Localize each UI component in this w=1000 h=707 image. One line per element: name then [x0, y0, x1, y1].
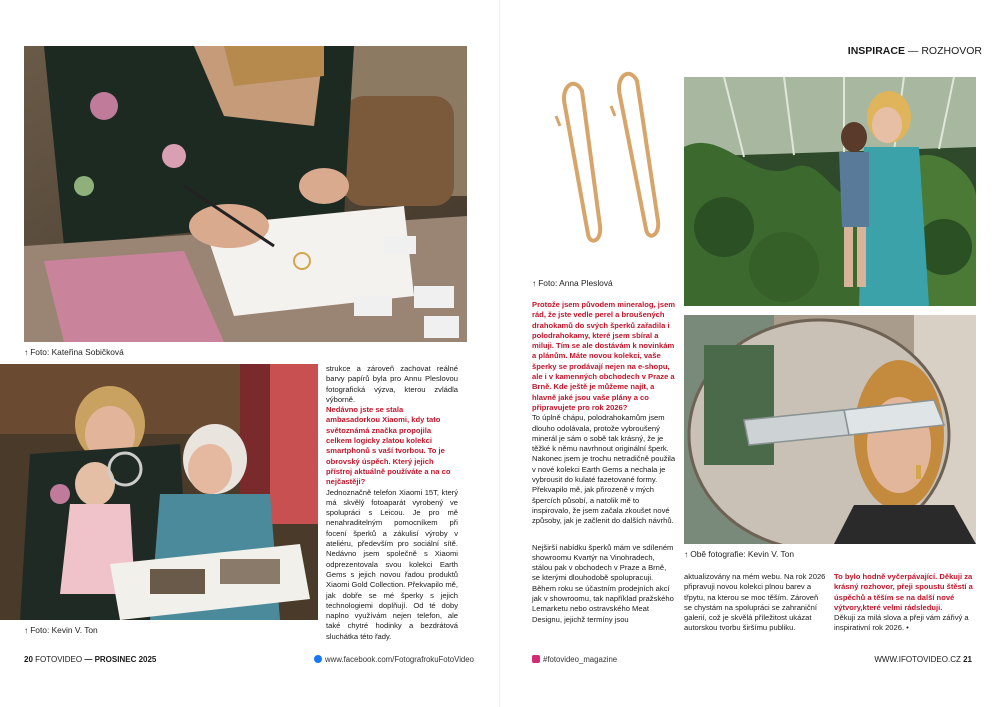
- photo-greenhouse-mother-child: [684, 77, 976, 306]
- answer-2b: Nejširší nabídku šperků mám ve sdíleném showroomu Kvartýr na Vinohradech, stálou pak v obchodech v Praze a Brně, se kterými dlouhodobě spolupracuji. Během roku se účastním prodejních akcí jak v showroomu, tak například pražského Lemarketu nebo ostravského Meat Designu, jejichž termíny jsou: [532, 542, 674, 624]
- subsection-label: ROZHOVOR: [921, 45, 982, 57]
- section-header: [848, 45, 982, 57]
- question-final: To bylo hodně vyčerpávající. Děkuji za krásný rozhovor, přeji spoustu štěstí a úspěchů a těším se na další nové výtvory,které velmi rádsleduji.: [834, 572, 973, 612]
- body-text-1: strukce a zároveň zachovat reálné barvy papírů byla pro Annu Pleslovou fotografická výzva, kterou zvládla výborně.: [326, 364, 458, 404]
- arrow-up-icon: ↑: [684, 549, 689, 559]
- footer-left: 20 FOTOVIDEO — PROSINEC 2025: [24, 655, 157, 664]
- facebook-link[interactable]: www.facebook.com/FotografrokuFotoVideo: [314, 655, 474, 664]
- magazine-name: FOTOVIDEO: [35, 655, 83, 664]
- website[interactable]: WWW.IFOTOVIDEO.CZ: [874, 655, 961, 664]
- question-2: Protože jsem původem mineralog, jsem rád, že jste vedle perel a broušených drahokamů do svých šperků zařadila i polodrahokamy, které jsem sbíral a miluji. Tím se ale dostávám k novinkám a plánům. Máte novou kolekci, vaše šperky se prodávají nejen na e-shopu, ale i v kamenných obchodech v Praze a Brně. Kde ještě je můžeme najít, a hlavně jaké jsou vaše plány a co připravujete pro rok 2026?: [532, 300, 676, 412]
- answer-3: aktualizovány na mém webu. Na rok 2026 připravuji novou kolekci plnou barev a třpytu, na kterou se moc těším. Zároveň se chystám na spolupráci se zahraniční galerií, což je skvělá příležitost ukázat autorskou tvorbu širšímu publiku.: [684, 572, 826, 633]
- photo-gold-earrings: [520, 46, 678, 268]
- answer-2a: To úplně chápu, polodrahokamům jsem dlouho odolávala, protože vybroušený minerál je sám o sobě tak krásný, že je těžké k němu navrhnout originální šperk. Nakonec jsem je trochu netradičně použila v nové kolekci Earth Gems a nechala je vybrousit do kulaté fazetované formy. Překvapilo mě, jak přirozeně v mých špercích působí, a natolik mě to inspirovalo, že jsem začala zkoušet nové způsoby, jak je začlenit do dalších návrhů.: [532, 413, 676, 526]
- column-right-text-2: [834, 572, 980, 634]
- photo-designer-drawing: [24, 46, 467, 342]
- caption-photo3: ↑ Foto: Anna Pleslová: [532, 278, 613, 288]
- arrow-up-icon: ↑: [24, 347, 29, 357]
- arrow-up-icon: ↑: [24, 625, 29, 635]
- caption-photo2: ↑ Foto: Kevin V. Ton: [24, 625, 98, 635]
- header-dash: —: [904, 45, 922, 57]
- instagram-icon: [532, 655, 540, 663]
- caption-photo5: ↑ Obě fotografie: Kevin V. Ton: [684, 549, 795, 559]
- answer-1: Jednoznačně telefon Xiaomi 15T, který má skvělý fotoaparát vyrobený ve spolupráci s Leicou. Je pro mě nenahraditelným pomocníkem při focení šperků a zákulisí výroby v ateliéru, především pro sociální sítě. Nedávno jsem společně s Xiaomi odprezentovala svou kolekci Earth Gems s jejich novou řadou produktů Xiaomi Gold Collection. Překvapilo mě, jak dobře se mé šperky s jejich technologiemi doplňují. Od té doby naplno využívám nejen telefon, ale také chytré hodinky a bezdrátová sluchátka této řady.: [326, 487, 458, 641]
- photo-three-generations: [0, 364, 318, 620]
- column-left-text: [326, 364, 458, 642]
- instagram-link[interactable]: #fotovideo_magazine: [532, 655, 617, 664]
- footer-right: [874, 655, 972, 664]
- page-spine: [499, 0, 501, 707]
- facebook-icon: [314, 655, 322, 663]
- page-number-left: 20: [24, 655, 33, 664]
- caption-photo1: ↑ Foto: Kateřina Sobičková: [24, 347, 124, 357]
- page-number-right: 21: [963, 655, 972, 664]
- column-right-text-1: [684, 572, 826, 634]
- issue-label: PROSINEC 2025: [94, 655, 157, 664]
- answer-final: Děkuji za milá slova a přeji vám zářivý a inspirativní rok 2026. •: [834, 613, 969, 633]
- section-label: INSPIRACE: [847, 45, 905, 57]
- column-middle-text: [532, 300, 676, 625]
- arrow-up-icon: ↑: [532, 278, 537, 288]
- photo-mirror-headpiece: [684, 315, 976, 544]
- question-1: Nedávno jste se stala ambasadorkou Xiaomi, kdy tato světoznámá značka propojila celkem logicky zlatou kolekci smartphonů s vaší tvorbou. To je obrovský úspěch. Který jejich přístroj aktuálně používáte a na co nejčastěji?: [326, 405, 451, 487]
